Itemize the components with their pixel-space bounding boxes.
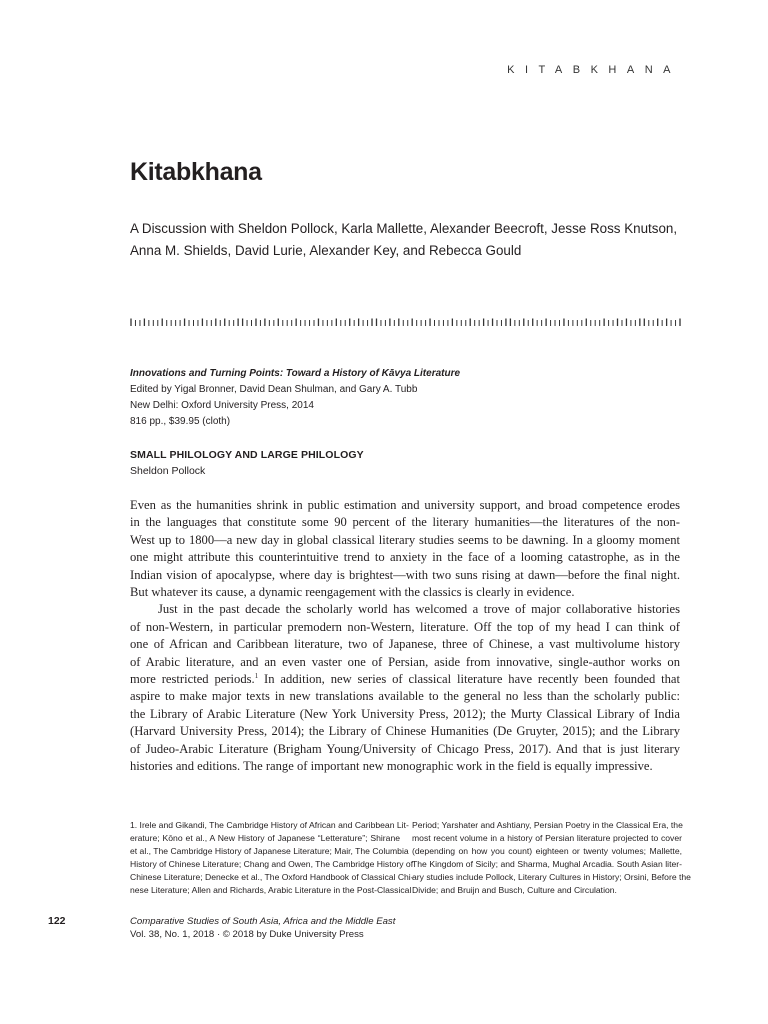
book-info: [130, 366, 460, 430]
text-line: of non-Western, in particular premodern non-Western, literature. Off the top of my head I can think of: [130, 619, 680, 634]
section-heading: [130, 447, 364, 479]
footnote-line: (depending on how you count) eighteen or twenty volumes; Mallette,: [412, 846, 682, 856]
paragraph-1: [130, 497, 680, 601]
running-head: KITABKHANA: [507, 64, 681, 76]
footnote-line: 1. Irele and Gikandi, The Cambridge History of African and Caribbean Lit-: [130, 820, 409, 830]
footnotes: [130, 819, 691, 899]
text-line: West up to 1800—a new day in global classical literary studies seems to be dawning. In a gloomy moment: [130, 532, 680, 547]
footnote-column-left: [130, 819, 414, 897]
section-author: Sheldon Pollock: [130, 465, 206, 477]
text-line: of Arabic literature, and an even vaster one of Persian, aside from innovative, single-author works on: [130, 654, 680, 669]
text-line: Just in the past decade the scholarly world has welcomed a trove of major collaborative histories: [158, 602, 680, 617]
text-line: Indian vision of apocalypse, where day is brightest—with two suns rising at dawn—before the final night.: [130, 567, 680, 582]
footnote-line: Chinese Literature; Denecke et al., The Oxford Handbook of Classical Chi-: [130, 872, 414, 882]
text-line: Even as the humanities shrink in public estimation and university support, and broad competence erodes: [130, 498, 680, 512]
text-line: of Judeo-Arabic Literature (Brigham Young/University of Chicago Press, 2017). And that is just literary: [130, 741, 680, 756]
book-publisher: New Delhi: Oxford University Press, 2014: [130, 400, 314, 411]
article-title: Kitabkhana: [130, 158, 262, 186]
subtitle-line: A Discussion with Sheldon Pollock, Karla Mallette, Alexander Beecroft, Jesse Ross Knutson,: [130, 221, 678, 236]
text-line: But whatever its cause, a dynamic reengagement with the classics is clearly in evidence.: [130, 585, 575, 600]
text-line: the Library of Arabic Literature (New York University Press, 2012); the Murty Classical Library of India: [130, 706, 680, 721]
text-line: histories and editions. The range of important new monographic work in the field is equally impressive.: [130, 759, 653, 774]
footnote-line: et al., The Cambridge History of Japanese Literature; Mair, The Columbia: [130, 846, 409, 856]
text-line: in the languages that constitute some 90 percent of the literary humanities—the literatures of the non-: [130, 515, 680, 530]
body-text: [130, 497, 680, 776]
footnote-line: erature; Kōno et al., A New History of Japanese “Letterature”; Shirane: [130, 833, 400, 843]
page-number: 122: [48, 915, 66, 927]
footnote-column-right: [412, 819, 691, 897]
paragraph-2: [130, 601, 680, 775]
journal-footer: [130, 915, 395, 941]
footnote-marker[interactable]: 1: [254, 671, 259, 680]
text-fragment: more restricted periods.: [130, 672, 255, 687]
footnote-line: most recent volume in a history of Persian literature projected to cover: [412, 833, 682, 843]
subtitle-line: Anna M. Shields, David Lurie, Alexander Key, and Rebecca Gould: [130, 242, 522, 258]
book-editors: Edited by Yigal Bronner, David Dean Shulman, and Gary A. Tubb: [130, 384, 418, 395]
footnote-line: History of Chinese Literature; Chang and Owen, The Cambridge History of: [130, 859, 414, 869]
text-fragment: In addition, new series of classical literature have recently been founded that: [258, 672, 681, 687]
footnote-line: Period; Yarshater and Ashtiany, Persian Poetry in the Classical Era, the: [412, 820, 683, 830]
footnote-line: Divide; and Bruijn and Busch, Culture and Circulation.: [412, 885, 617, 895]
book-details: 816 pp., $39.95 (cloth): [130, 416, 231, 427]
section-title: SMALL PHILOLOGY AND LARGE PHILOLOGY: [130, 449, 364, 461]
journal-issue: Vol. 38, No. 1, 2018 · © 2018 by Duke University Press: [130, 929, 364, 940]
book-title: Innovations and Turning Points: Toward a History of Kāvya Literature: [130, 368, 461, 379]
footnote-line: nese Literature; Allen and Richards, Arabic Literature in the Post-Classical: [130, 885, 412, 895]
footnote-line: The Kingdom of Sicily; and Sharma, Mughal Arcadia. South Asian liter-: [412, 859, 682, 869]
article-subtitle: [130, 218, 690, 261]
text-line: one might attribute this counterintuitive trend to anxiety in the face of a looming catastrophe, as in the: [130, 550, 680, 565]
journal-name: Comparative Studies of South Asia, Africa and the Middle East: [130, 916, 396, 927]
text-line: (Harvard University Press, 2014); the Library of Chinese Humanities (De Gruyter, 2015); and the Library: [130, 724, 680, 739]
text-line: one of African and Caribbean literature, two of Japanese, three of Chinese, a vast multivolume history: [130, 637, 680, 652]
text-line: aspire to make major texts in new translations available to the general no less than the scholarly public:: [130, 689, 680, 704]
decorative-tick-rule: [130, 318, 681, 326]
footnote-line: ary studies include Pollock, Literary Cultures in History; Orsini, Before the: [412, 872, 691, 882]
text-line-with-footnote: [130, 671, 680, 688]
